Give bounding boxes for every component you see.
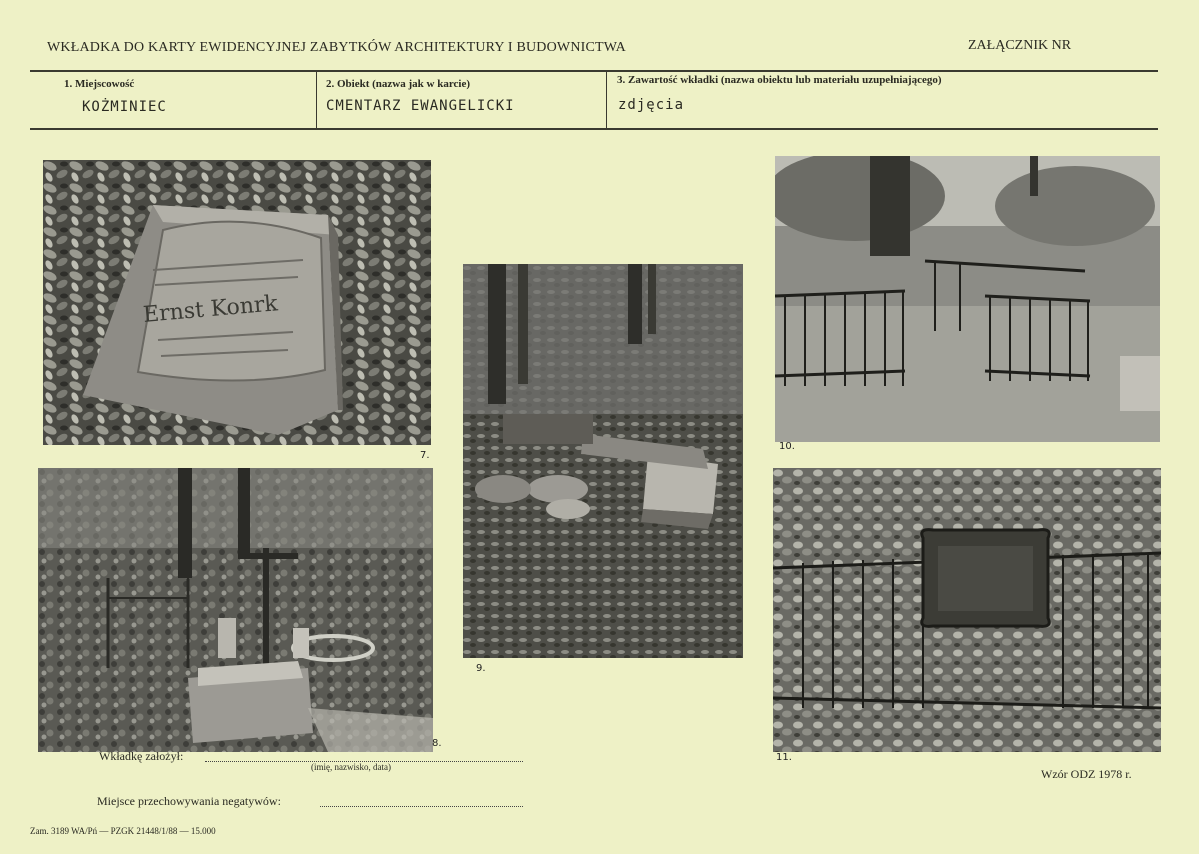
field-value-object: CMENTARZ EWANGELICKI — [326, 98, 515, 114]
annex-label: ZAŁĄCZNIK NR — [968, 38, 1072, 53]
field-label-contents: 3. Zawartość wkładki (nazwa obiektu lub materiału uzupełniającego) — [617, 74, 942, 86]
print-info: Zam. 3189 WA/Pń — PZGK 21448/1/88 — 15.000 — [30, 826, 216, 836]
photo-number-11: 11. — [776, 752, 792, 763]
column-divider-1 — [316, 72, 317, 128]
photo-gravestone-leaves-image — [43, 160, 431, 445]
photo-gravestone-leaves — [43, 160, 431, 445]
field-value-contents: zdjęcia — [618, 97, 685, 113]
photo-fence-plaque-image — [773, 468, 1161, 752]
negatives-line — [320, 806, 523, 807]
form-id: Wzór ODZ 1978 r. — [1041, 767, 1132, 781]
header-top-rule — [30, 70, 1158, 72]
column-divider-2 — [606, 72, 607, 128]
photo-number-8: 8. — [432, 738, 442, 749]
photo-iron-fences — [775, 156, 1160, 442]
photo-tomb-cross — [38, 468, 433, 752]
photo-number-10: 10. — [779, 441, 795, 452]
header-bottom-rule — [30, 128, 1158, 130]
document-title: WKŁADKA DO KARTY EWIDENCYJNEJ ZABYTKÓW ARCHITEKTURY I BUDOWNICTWA — [47, 40, 626, 55]
field-label-locality: 1. Miejscowość — [64, 78, 135, 90]
photo-tomb-cross-image — [38, 468, 433, 752]
photo-fence-plaque — [773, 468, 1161, 752]
made-by-hint: (imię, nazwisko, data) — [311, 762, 391, 772]
photo-broken-gravestones-image — [463, 264, 743, 658]
photo-number-7: 7. — [420, 450, 430, 461]
gravestone-inscription: Ernst Konrk — [142, 291, 279, 328]
field-value-locality: KOŻMINIEC — [82, 99, 167, 115]
photo-number-9: 9. — [476, 663, 486, 674]
field-label-object: 2. Obiekt (nazwa jak w karcie) — [326, 78, 471, 90]
photo-iron-fences-image — [775, 156, 1160, 442]
negatives-label: Miejsce przechowywania negatywów: — [97, 794, 281, 808]
made-by-label: Wkładkę założył: — [99, 749, 184, 763]
photo-broken-gravestones — [463, 264, 743, 658]
